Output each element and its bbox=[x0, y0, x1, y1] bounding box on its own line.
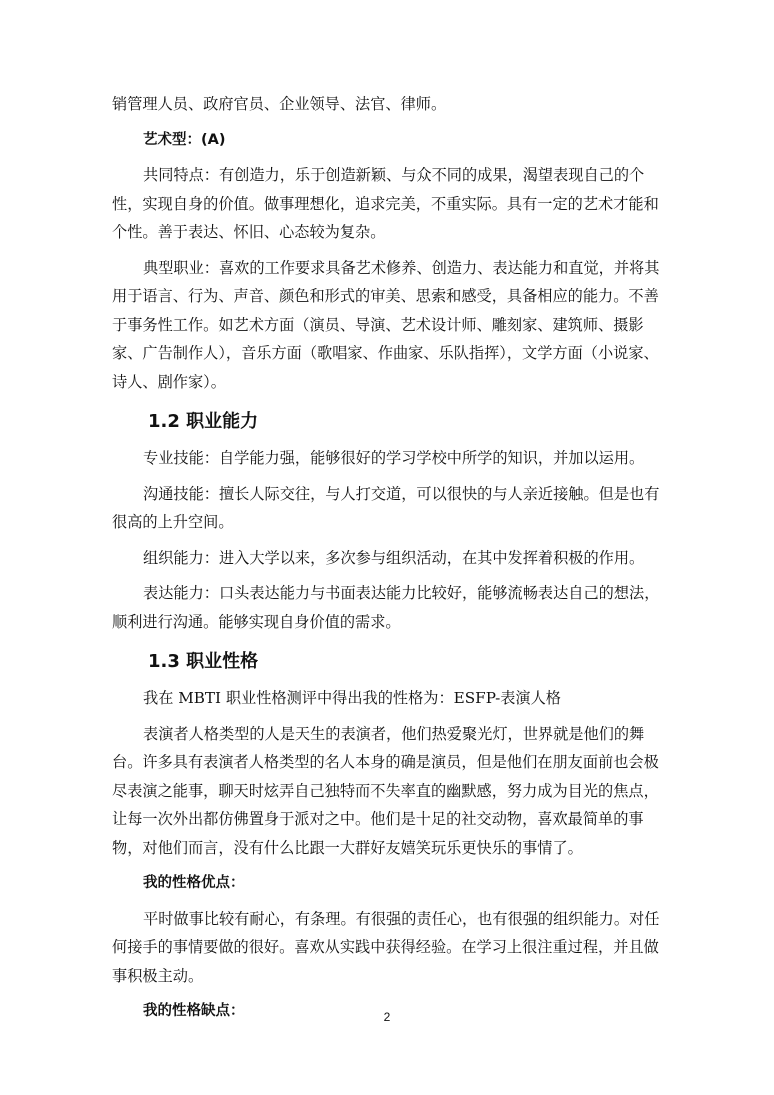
ability-item: 表达能力：口头表达能力与书面表达能力比较好，能够流畅表达自己的想法，顺利进行沟通。能够实现自身价值的需求。 bbox=[112, 584, 660, 631]
ability-item: 沟通技能：擅长人际交往，与人打交道，可以很快的与人亲近接触。但是也有很高的上升空间。 bbox=[112, 484, 660, 531]
page-body bbox=[112, 90, 666, 1026]
weaknesses-heading: 我的性格缺点： bbox=[143, 1003, 245, 1019]
ability-item: 专业技能：自学能力强，能够很好的学习学校中所学的知识，并加以运用。 bbox=[143, 449, 645, 467]
section-heading-ability: 1.2 职业能力 bbox=[148, 411, 259, 432]
strengths-text: 平时做事比较有耐心，有条理。有很强的责任心，也有很强的组织能力。对任何接手的事情要做的很好。喜欢从实践中获得经验。在学习上很注重过程，并且做事积极主动。 bbox=[112, 909, 660, 985]
artistic-type-heading: 艺术型：(A) bbox=[143, 131, 226, 148]
ability-item: 组织能力：进入大学以来，多次参与组织活动，在其中发挥着积极的作用。 bbox=[143, 548, 645, 567]
performer-description: 表演者人格类型的人是天生的表演者，他们热爱聚光灯，世界就是他们的舞台。许多具有表演者人格类型的名人本身的确是演员，但是他们在朋友面前也会极尽表演之能事，聊天时炫弄自己独特而不失率直的幽默感，努力成为目光的焦点，让每一次外出都仿佛置身于派对之中。他们是十足的社交动物，喜欢最简单的事物，对他们而言，没有什么比跟一大群好友嬉笑玩乐更快乐的事情了。 bbox=[112, 724, 659, 857]
artistic-typical-jobs: 典型职业：喜欢的工作要求具备艺术修养、创造力、表达能力和直觉，并将其用于语言、行为、声音、颜色和形式的审美、思索和感受，具备相应的能力。不善于事务性工作。如艺术方面（演员、导演、艺术设计师、雕刻家、建筑师、摄影家、广告制作人），音乐方面（歌唱家、作曲家、乐队指挥），文学方面（小说家、诗人、剧作家）。 bbox=[112, 258, 660, 391]
page-number: 2 bbox=[383, 1010, 391, 1024]
strengths-heading: 我的性格优点： bbox=[143, 875, 245, 891]
continued-paragraph: 销管理人员、政府官员、企业领导、法官、律师。 bbox=[112, 95, 447, 113]
artistic-common-traits: 共同特点：有创造力，乐于创造新颖、与众不同的成果，渴望表现自己的个性，实现自身的价值。做事理想化，追求完美，不重实际。具有一定的艺术才能和个性。善于表达、怀旧、心态较为复杂。 bbox=[112, 166, 659, 241]
section-heading-personality: 1.3 职业性格 bbox=[148, 651, 259, 672]
mbti-result: 我在 MBTI 职业性格测评中得出我的性格为：ESFP-表演人格 bbox=[143, 689, 561, 707]
